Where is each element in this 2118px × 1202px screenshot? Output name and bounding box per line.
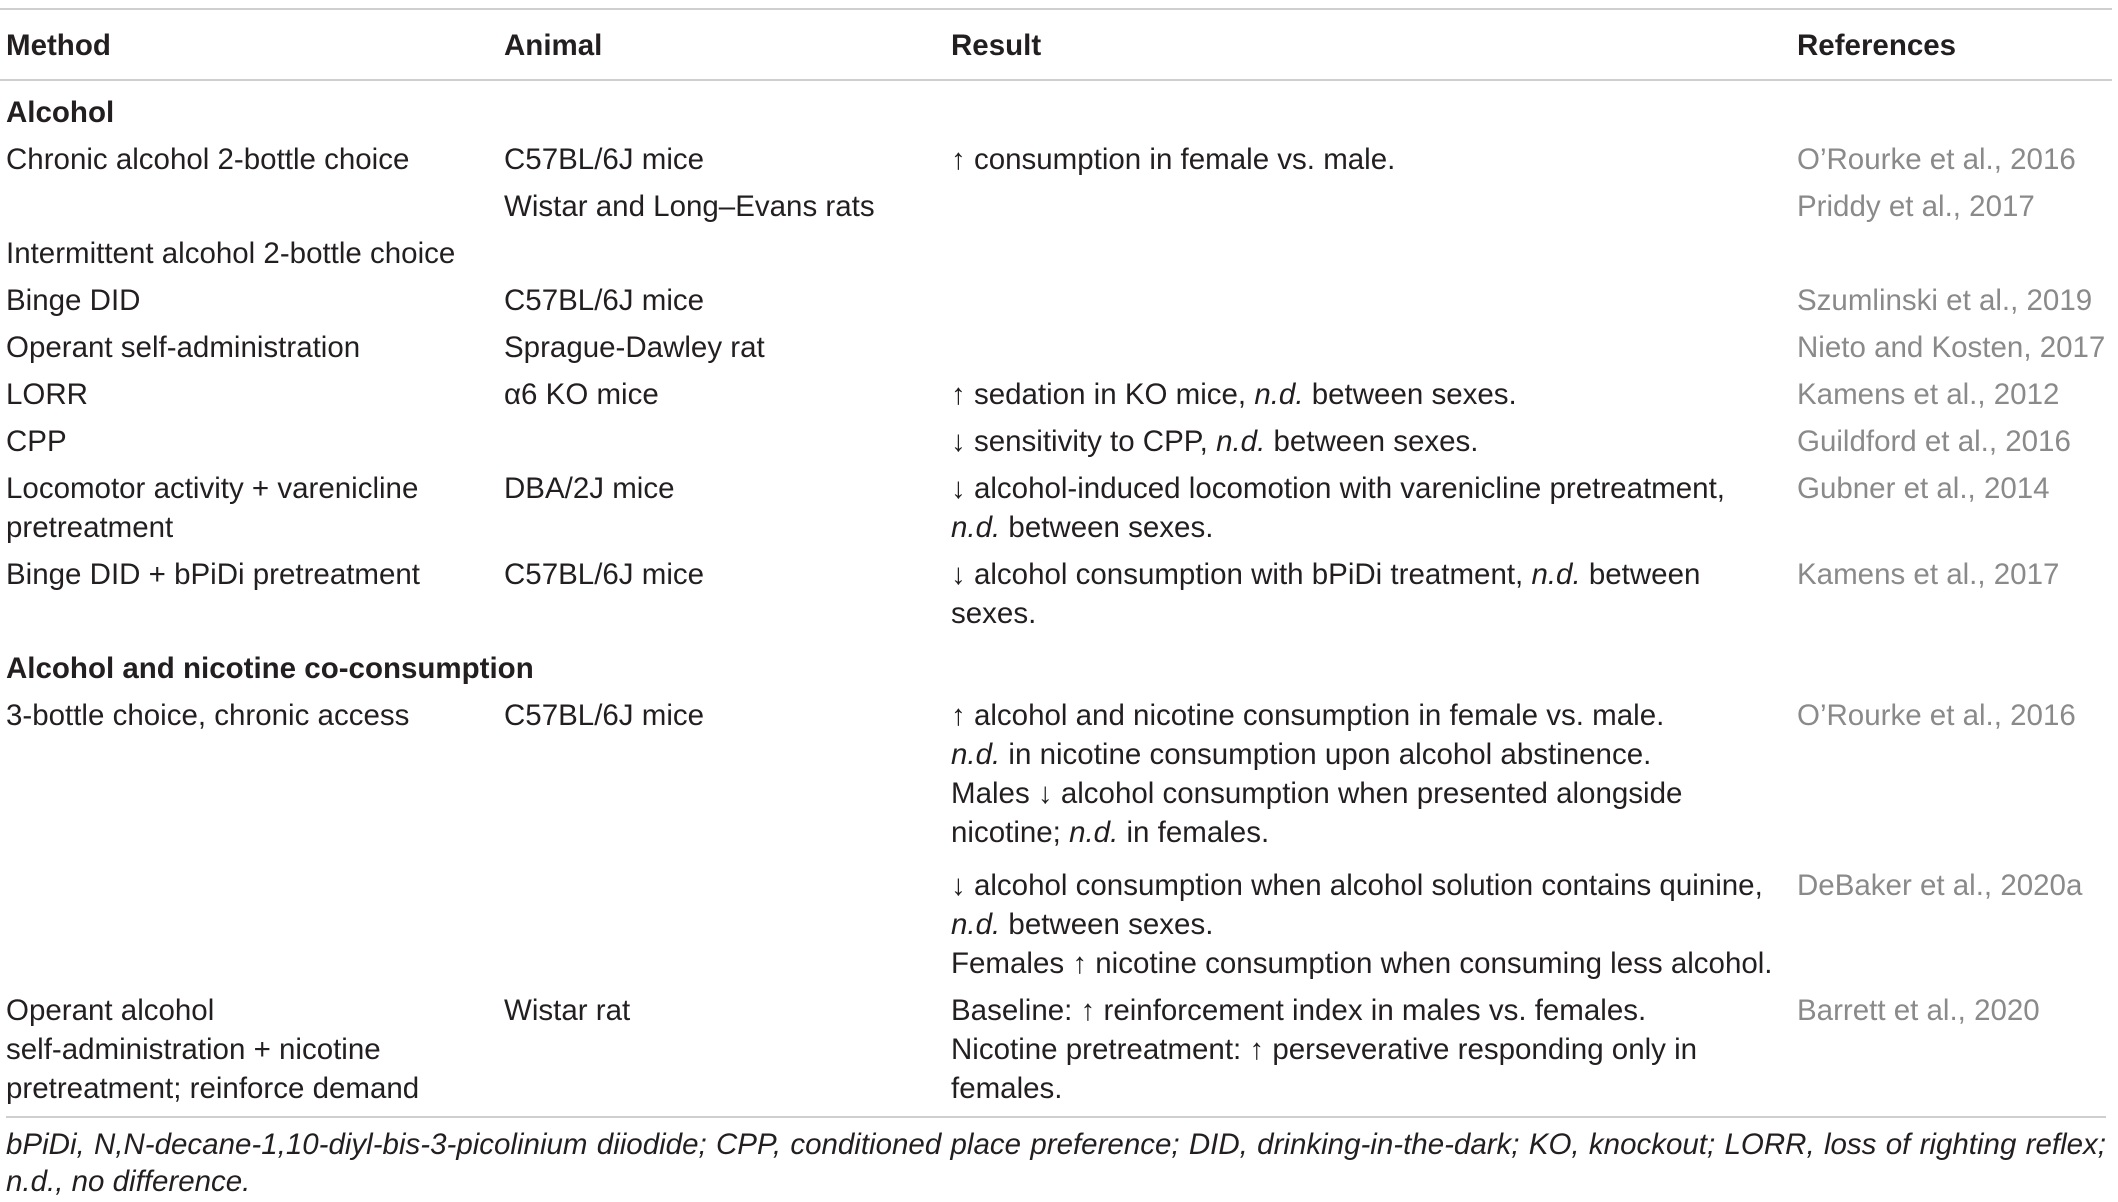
method-line: pretreatment (6, 511, 174, 544)
result-cell (945, 183, 1791, 230)
animal-cell: DBA/2J mice (504, 472, 675, 505)
animal-cell: Wistar and Long–Evans rats (504, 190, 875, 223)
result-text: between sexes. (1000, 908, 1214, 941)
method-cell: 3-bottle choice, chronic access (6, 699, 410, 732)
result-abbrev: n.d. (951, 511, 1001, 544)
method-cell: Intermittent alcohol 2-bottle choice (6, 237, 456, 270)
animal-cell: C57BL/6J mice (504, 558, 705, 591)
table-header (0, 9, 2112, 80)
result-cell (945, 551, 1791, 637)
reference-cell: Guildford et al., 2016 (1797, 425, 2071, 458)
table-body (0, 80, 2112, 1122)
method-line: self-administration + nicotine (6, 1033, 381, 1066)
result-text: ↓ alcohol consumption with bPiDi treatment, (951, 558, 1532, 591)
animal-cell (498, 230, 945, 277)
result-text: in females. (1118, 816, 1270, 849)
table-row (0, 551, 2112, 637)
table-row (0, 465, 2112, 551)
method-cell: CPP (6, 425, 67, 458)
result-cell: ↑ consumption in female vs. male. (951, 143, 1396, 176)
result-line: Nicotine pretreatment: ↑ perseverative responding only in (951, 1033, 1698, 1066)
animal-cell: Sprague-Dawley rat (504, 331, 765, 364)
result-cell (945, 465, 1791, 551)
result-line: females. (951, 1072, 1063, 1105)
result-text: between (1580, 558, 1701, 591)
result-line: sexes. (951, 597, 1037, 630)
result-abbrev: n.d. (1216, 425, 1266, 458)
reference-cell: Priddy et al., 2017 (1797, 190, 2035, 223)
result-abbrev: n.d. (1069, 816, 1119, 849)
result-abbrev: n.d. (1254, 378, 1304, 411)
method-cell: Chronic alcohol 2-bottle choice (6, 143, 410, 176)
section-row (0, 637, 2112, 692)
result-line: Males ↓ alcohol consumption when presented alongside (951, 777, 1683, 810)
reference-cell: Gubner et al., 2014 (1797, 472, 2050, 505)
table-row (0, 371, 2112, 418)
reference-cell: Kamens et al., 2017 (1797, 558, 2060, 591)
result-cell (945, 277, 1791, 324)
result-cell (945, 418, 1791, 465)
table-row (0, 183, 2112, 230)
animal-cell: C57BL/6J mice (504, 699, 705, 732)
method-cell (0, 465, 498, 551)
method-cell (0, 183, 498, 230)
data-table (0, 8, 2112, 1122)
method-cell (0, 856, 498, 987)
result-abbrev: n.d. (951, 738, 1001, 771)
animal-cell (498, 856, 945, 987)
animal-cell: Wistar rat (504, 994, 631, 1027)
animal-cell: C57BL/6J mice (504, 143, 705, 176)
result-line: ↓ alcohol-induced locomotion with varenicline pretreatment, (951, 472, 1725, 505)
result-line (951, 905, 1785, 944)
table-row (0, 692, 2112, 856)
section-title-alcohol: Alcohol (6, 96, 115, 129)
result-cell (945, 371, 1791, 418)
method-line: Locomotor activity + varenicline (6, 472, 419, 505)
table-row (0, 418, 2112, 465)
table-footnote: bPiDi, N,N-decane-1,10-diyl-bis-3-picolinium diiodide; CPP, conditioned place preference; DID, drinking-in-the-dark; KO, knockout; LORR, loss of righting reflex; n.d., no difference. (6, 1116, 2106, 1200)
result-text: ↓ sensitivity to CPP, (951, 425, 1217, 458)
reference-cell: Kamens et al., 2012 (1797, 378, 2060, 411)
result-text: between sexes. (1303, 378, 1517, 411)
result-line: Baseline: ↑ reinforcement index in males vs. females. (951, 994, 1647, 1027)
table-row (0, 324, 2112, 371)
result-cell (945, 230, 1791, 277)
method-cell: Operant self-administration (6, 331, 361, 364)
result-cell (945, 692, 1791, 856)
animal-cell: C57BL/6J mice (504, 284, 705, 317)
result-text: in nicotine consumption upon alcohol abstinence. (1000, 738, 1652, 771)
section-title-co-consumption: Alcohol and nicotine co-consumption (6, 652, 534, 685)
result-cell (945, 856, 1791, 987)
result-cell (945, 987, 1791, 1122)
table-row (0, 277, 2112, 324)
animal-cell: α6 KO mice (504, 378, 659, 411)
result-text: nicotine; (951, 816, 1070, 849)
method-cell: Binge DID + bPiDi pretreatment (6, 558, 421, 591)
result-line: ↑ alcohol and nicotine consumption in female vs. male. (951, 699, 1665, 732)
result-line (951, 813, 1785, 852)
result-line: ↓ alcohol consumption when alcohol solution contains quinine, (951, 869, 1763, 902)
reference-cell: O’Rourke et al., 2016 (1797, 699, 2076, 732)
result-text: between sexes. (1265, 425, 1479, 458)
reference-cell: O’Rourke et al., 2016 (1797, 143, 2076, 176)
reference-cell (1791, 230, 2112, 277)
result-cell (945, 324, 1791, 371)
section-row (0, 80, 2112, 136)
method-cell: Binge DID (6, 284, 141, 317)
header-references: References (1797, 29, 1957, 62)
reference-cell: Barrett et al., 2020 (1797, 994, 2040, 1027)
header-row (0, 9, 2112, 80)
result-abbrev: n.d. (951, 908, 1001, 941)
result-text: ↑ sedation in KO mice, (951, 378, 1255, 411)
result-line (951, 735, 1785, 774)
method-line: pretreatment; reinforce demand (6, 1072, 420, 1105)
reference-cell: DeBaker et al., 2020a (1797, 869, 2083, 902)
table-row (0, 230, 2112, 277)
animal-cell (498, 418, 945, 465)
table-row (0, 856, 2112, 987)
method-line: Operant alcohol (6, 994, 215, 1027)
header-result: Result (951, 29, 1042, 62)
reference-cell: Nieto and Kosten, 2017 (1797, 331, 2106, 364)
result-abbrev: n.d. (1531, 558, 1581, 591)
method-cell: LORR (6, 378, 88, 411)
method-cell (0, 987, 498, 1122)
header-method: Method (6, 29, 111, 62)
table-row (0, 987, 2112, 1122)
header-animal: Animal (504, 29, 603, 62)
result-line (951, 508, 1785, 547)
result-text: between sexes. (1000, 511, 1214, 544)
table-row (0, 136, 2112, 183)
result-line: Females ↑ nicotine consumption when consuming less alcohol. (951, 947, 1773, 980)
result-line (951, 555, 1785, 594)
reference-cell: Szumlinski et al., 2019 (1797, 284, 2093, 317)
